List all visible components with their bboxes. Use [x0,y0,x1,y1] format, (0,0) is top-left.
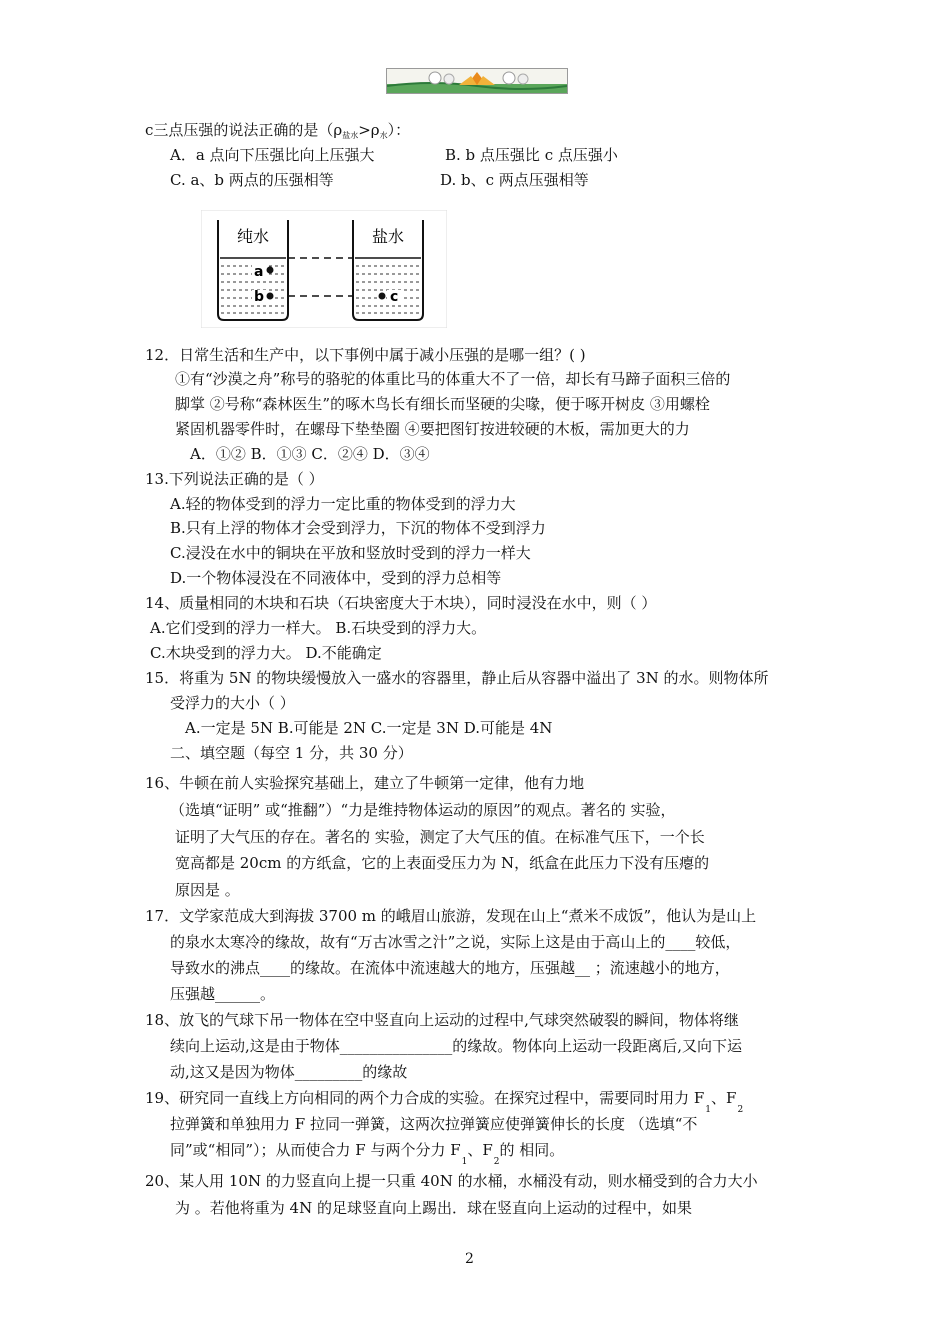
q11-option-c: C. a、b 两点的压强相等 [170,171,334,189]
q12-line-2: ①有“沙漠之舟”称号的骆驼的体重比马的体重大不了一倍，却长有马蹄子面积三倍的 [175,370,731,388]
point-b-label: b [254,289,265,305]
q17-line-4: 压强越______。 [170,985,276,1003]
right-beaker-label: 盐水 [371,227,405,246]
q17-line-2: 的泉水太寒冷的缘故，故有“万古冰雪之汁”之说，实际上这是由于高山上的____较低， [170,933,741,951]
q16-line-2: （选填“证明” 或“推翻”）“力是维持物体运动的原因”的观点。著名的 实验， [170,801,676,819]
point-a-dot [267,267,274,274]
page-number: 2 [465,1251,474,1267]
q12-line-3: 脚掌 ②号称“森林医生”的啄木鸟长有细长而坚硬的尖喙，便于啄开树皮 ③用螺栓 [175,395,710,413]
q13-stem: 13.下列说法正确的是（ ） [145,470,324,488]
q20-line-1: 20、某人用 10N 的力竖直向上提一只重 40N 的水桶，水桶没有动，则水桶受到的合力大小 [145,1172,758,1190]
q16-line-1: 16、牛顿在前人实验探究基础上，建立了牛顿第一定律，他有力地 [145,774,585,792]
q15-options: A.一定是 5N B.可能是 2N C.一定是 3N D.可能是 4N [185,719,553,737]
logo-illustration-icon [387,69,567,93]
q11-stem: c三点压强的说法正确的是$(\rho_{盐水}>\rho_水)$： [145,121,411,140]
q11-option-d: D. b、c 两点压强相等 [440,171,589,189]
q19-line-1: 19、研究同一直线上方向相同的两个力合成的实验。在探究过程中，需要同时用力 $F_1$、$F_2$ [145,1089,744,1115]
point-c-dot [379,293,386,300]
q15-stem: 15．将重为 5N 的物块缓慢放入一盛水的容器里，静止后从容器中溢出了 3N 的水。则物体所 [145,669,769,687]
q11-option-a: A．a 点向下压强比向上压强大 [170,146,375,164]
q15-line-2: 受浮力的大小（ ） [170,694,295,712]
q18-line-1: 18、放飞的气球下吊一物体在空中竖直向上运动的过程中,气球突然破裂的瞬间，物体将继 [145,1011,739,1029]
q13-option-d: D.一个物体浸没在不同液体中，受到的浮力总相等 [170,569,502,587]
left-beaker-label: 纯水 [236,227,270,246]
q13-option-a: A.轻的物体受到的浮力一定比重的物体受到的浮力大 [170,495,516,513]
section-2-heading: 二、填空题（每空 1 分，共 30 分） [170,744,413,762]
q18-line-3: 动,这又是因为物体_________的缘故 [170,1063,408,1081]
q12-stem: 12．日常生活和生产中，以下事例中属于减小压强的是哪一组？( ) [145,346,586,364]
q14-options-1: A.它们受到的浮力一样大。 B.石块受到的浮力大。 [150,619,487,637]
q11-option-b: B. b 点压强比 c 点压强小 [445,146,618,164]
q17-line-1: 17．文学家范成大到海拔 3700 m 的峨眉山旅游，发现在山上“煮米不成饭”，他认为是山上 [145,907,757,925]
q14-options-2: C.木块受到的浮力大。 D.不能确定 [150,644,382,662]
q13-option-c: C.浸没在水中的铜块在平放和竖放时受到的浮力一样大 [170,544,531,562]
q17-line-3: 导致水的沸点____的缘故。在流体中流速越大的地方，压强越__ ；流速越小的地方， [170,959,730,977]
q13-option-b: B.只有上浮的物体才会受到浮力，下沉的物体不受到浮力 [170,519,546,537]
point-a-label: a [254,264,264,280]
point-c-label: c [390,289,399,305]
beaker-pressure-figure [201,210,447,328]
q16-line-3: 证明了大气压的存在。著名的 实验，测定了大气压的值。在标准气压下，一个长 [175,828,705,846]
q14-stem: 14、质量相同的木块和石块（石块密度大于木块），同时浸没在水中，则（ ） [145,594,657,612]
q20-line-2: 为 。若他将重为 4N 的足球竖直向上踢出．球在竖直向上运动的过程中，如果 [175,1199,692,1217]
header-logo-banner [386,68,568,94]
point-b-dot [267,293,274,300]
q19-line-2: 拉弹簧和单独用力 F 拉同一弹簧，这两次拉弹簧应使弹簧伸长的长度 （选填“不 [170,1115,698,1133]
q16-line-4: 宽高都是 20cm 的方纸盒，它的上表面受压力为 N，纸盒在此压力下没有压瘪的 [175,854,710,872]
q16-line-5: 原因是 。 [175,881,240,899]
q12-line-4: 紧固机器零件时，在螺母下垫垫圈 ④要把图钉按进较硬的木板，需加更大的力 [175,420,690,438]
q12-options: A．①② B．①③ C．②④ D．③④ [190,445,430,463]
q18-line-2: 续向上运动,这是由于物体_______________的缘故。物体向上运动一段距离后,又向下运 [170,1037,743,1055]
q19-line-3: 同”或“相同”）；从而使合力 F 与两个分力 $F_1$、$F_2$的 相同。 [170,1141,565,1167]
